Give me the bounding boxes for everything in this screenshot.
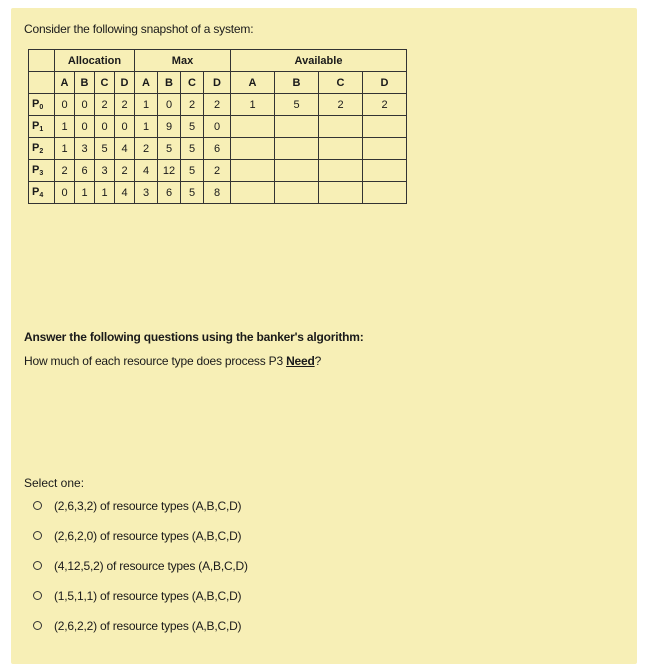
- max-cell: 5: [181, 138, 204, 160]
- avail-cell: 2: [363, 94, 407, 116]
- max-cell: 5: [158, 138, 181, 160]
- answer-options: [33, 498, 248, 648]
- table-row: [29, 116, 407, 138]
- max-res-c: C: [181, 72, 204, 94]
- option-label[interactable]: (2,6,3,2) of resource types (A,B,C,D): [54, 498, 242, 513]
- question-heading: Answer the following questions using the banker's algorithm:: [24, 330, 364, 344]
- avail-cell: [275, 138, 319, 160]
- max-res-d: D: [204, 72, 231, 94]
- process-label: $P_3$: [29, 160, 55, 182]
- resource-header-row: [29, 72, 407, 94]
- max-cell: 4: [135, 160, 158, 182]
- process-label: $P_1$: [29, 116, 55, 138]
- avail-cell: 5: [275, 94, 319, 116]
- table-row: [29, 160, 407, 182]
- answer-option[interactable]: [33, 528, 248, 543]
- radio-button[interactable]: [33, 531, 42, 540]
- avail-cell: [319, 116, 363, 138]
- group-header-row: [29, 50, 407, 72]
- process-label: $P_0$: [29, 94, 55, 116]
- max-cell: 3: [135, 182, 158, 204]
- avail-res-b: B: [275, 72, 319, 94]
- snapshot-table: [28, 49, 407, 204]
- answer-option[interactable]: [33, 588, 248, 603]
- answer-option[interactable]: [33, 498, 248, 513]
- alloc-cell: 3: [75, 138, 95, 160]
- available-header: Available: [231, 50, 407, 72]
- max-cell: 8: [204, 182, 231, 204]
- corner-cell: [29, 50, 55, 72]
- alloc-cell: 6: [75, 160, 95, 182]
- alloc-res-c: C: [95, 72, 115, 94]
- avail-cell: [319, 138, 363, 160]
- alloc-res-b: B: [75, 72, 95, 94]
- option-label[interactable]: (4,12,5,2) of resource types (A,B,C,D): [54, 558, 248, 573]
- table-row: [29, 138, 407, 160]
- max-cell: 5: [181, 116, 204, 138]
- corner-cell-2: [29, 72, 55, 94]
- avail-cell: [363, 182, 407, 204]
- alloc-cell: 0: [75, 94, 95, 116]
- avail-cell: [363, 138, 407, 160]
- avail-cell: [231, 182, 275, 204]
- avail-res-d: D: [363, 72, 407, 94]
- avail-cell: [363, 160, 407, 182]
- option-label[interactable]: (1,5,1,1) of resource types (A,B,C,D): [54, 588, 242, 603]
- max-res-b: B: [158, 72, 181, 94]
- table-row: [29, 182, 407, 204]
- alloc-cell: 2: [55, 160, 75, 182]
- answer-option[interactable]: [33, 558, 248, 573]
- radio-button[interactable]: [33, 501, 42, 510]
- table-row: [29, 94, 407, 116]
- alloc-cell: 5: [95, 138, 115, 160]
- avail-cell: 2: [319, 94, 363, 116]
- max-cell: 9: [158, 116, 181, 138]
- question-text: How much of each resource type does process P3 Need?: [24, 354, 322, 368]
- max-cell: 2: [135, 138, 158, 160]
- alloc-cell: 0: [55, 182, 75, 204]
- alloc-cell: 0: [95, 116, 115, 138]
- avail-cell: [231, 160, 275, 182]
- avail-cell: [275, 160, 319, 182]
- alloc-cell: 1: [55, 138, 75, 160]
- max-cell: 2: [181, 94, 204, 116]
- alloc-cell: 1: [95, 182, 115, 204]
- max-res-a: A: [135, 72, 158, 94]
- intro-text: Consider the following snapshot of a system:: [24, 22, 254, 36]
- max-cell: 12: [158, 160, 181, 182]
- max-cell: 0: [204, 116, 231, 138]
- alloc-cell: 4: [115, 138, 135, 160]
- avail-cell: [319, 160, 363, 182]
- avail-cell: 1: [231, 94, 275, 116]
- max-cell: 6: [158, 182, 181, 204]
- avail-res-c: C: [319, 72, 363, 94]
- avail-cell: [319, 182, 363, 204]
- need-emphasis: Need: [286, 354, 315, 368]
- alloc-cell: 2: [95, 94, 115, 116]
- alloc-cell: 3: [95, 160, 115, 182]
- avail-res-a: A: [231, 72, 275, 94]
- avail-cell: [275, 116, 319, 138]
- option-label[interactable]: (2,6,2,0) of resource types (A,B,C,D): [54, 528, 242, 543]
- answer-option[interactable]: [33, 618, 248, 633]
- max-cell: 0: [158, 94, 181, 116]
- alloc-cell: 0: [75, 116, 95, 138]
- alloc-cell: 2: [115, 160, 135, 182]
- max-cell: 6: [204, 138, 231, 160]
- max-cell: 1: [135, 94, 158, 116]
- max-cell: 2: [204, 160, 231, 182]
- avail-cell: [231, 138, 275, 160]
- alloc-res-a: A: [55, 72, 75, 94]
- max-cell: 1: [135, 116, 158, 138]
- select-one-label: Select one:: [24, 476, 85, 490]
- max-cell: 2: [204, 94, 231, 116]
- alloc-cell: 0: [55, 94, 75, 116]
- allocation-header: Allocation: [55, 50, 135, 72]
- option-label[interactable]: (2,6,2,2) of resource types (A,B,C,D): [54, 618, 242, 633]
- alloc-cell: 0: [115, 116, 135, 138]
- alloc-cell: 1: [55, 116, 75, 138]
- avail-cell: [275, 182, 319, 204]
- alloc-cell: 1: [75, 182, 95, 204]
- alloc-cell: 2: [115, 94, 135, 116]
- radio-button[interactable]: [33, 591, 42, 600]
- avail-cell: [363, 116, 407, 138]
- radio-button[interactable]: [33, 621, 42, 630]
- process-label: $P_2$: [29, 138, 55, 160]
- max-header: Max: [135, 50, 231, 72]
- avail-cell: [231, 116, 275, 138]
- max-cell: 5: [181, 182, 204, 204]
- radio-button[interactable]: [33, 561, 42, 570]
- process-label: $P_4$: [29, 182, 55, 204]
- alloc-res-d: D: [115, 72, 135, 94]
- alloc-cell: 4: [115, 182, 135, 204]
- max-cell: 5: [181, 160, 204, 182]
